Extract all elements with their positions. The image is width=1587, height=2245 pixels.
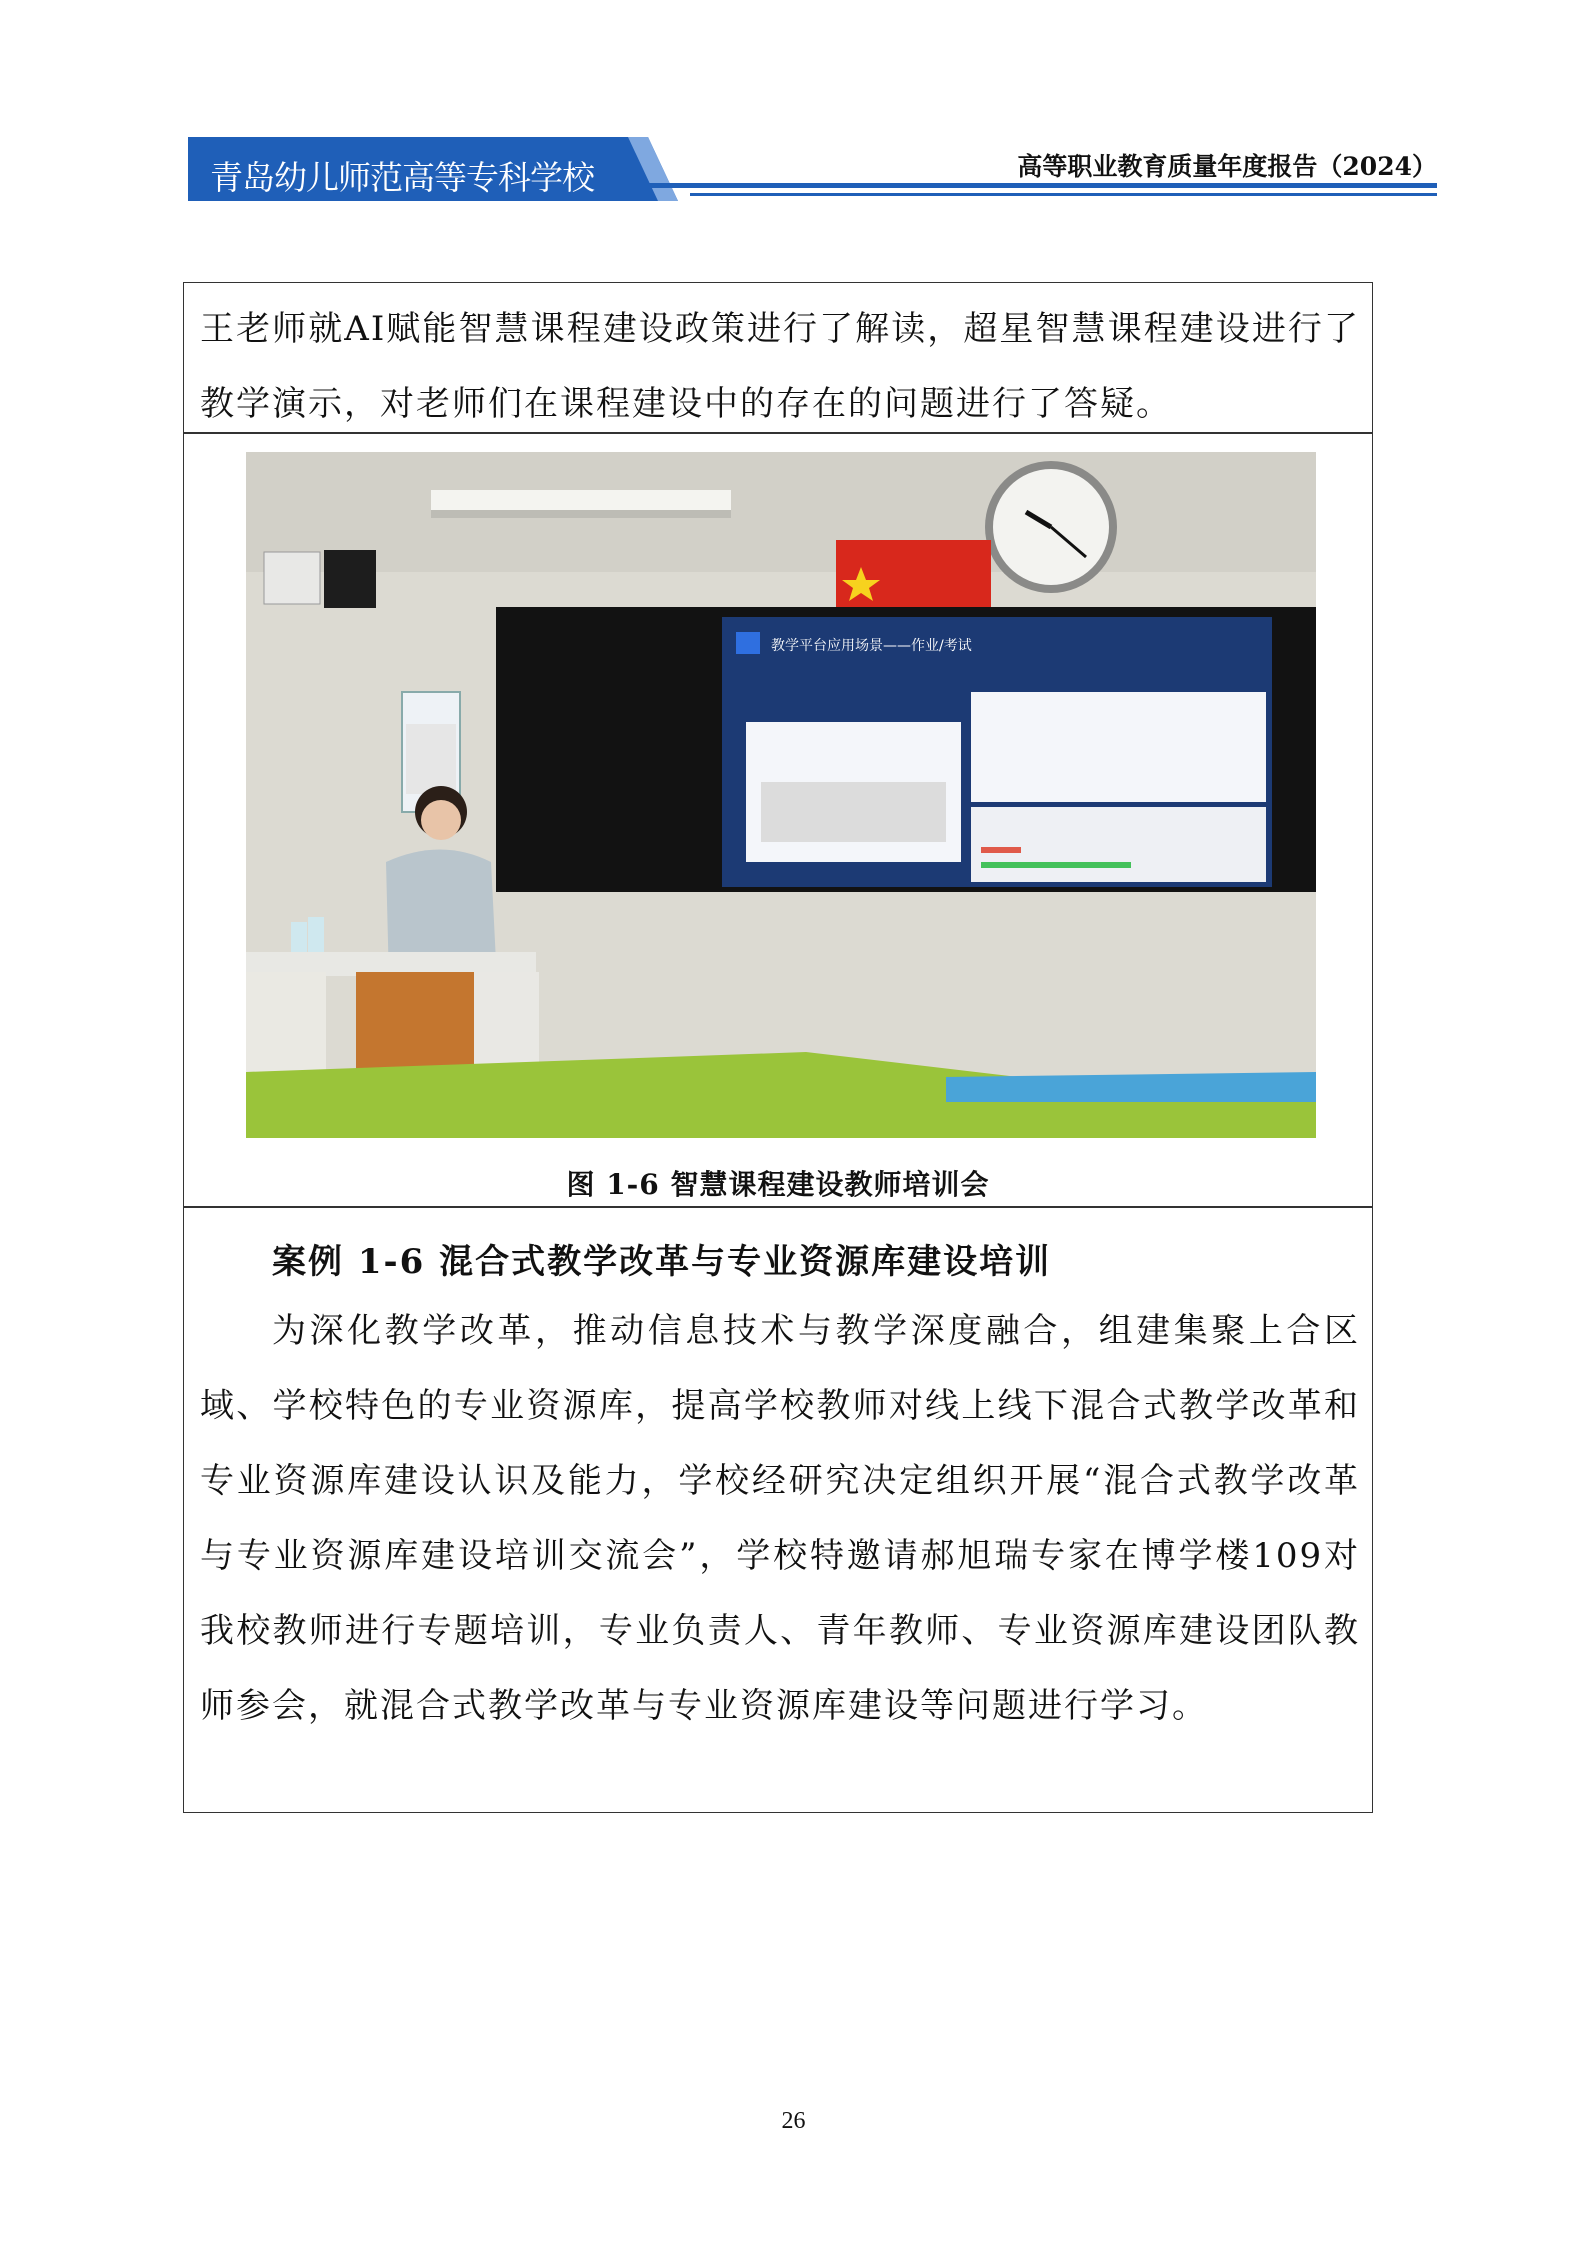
case-paragraph: 为深化教学改革，推动信息技术与教学深度融合，组建集聚上合区域、学校特色的专业资源库，提高学校教师对线上线下混合式教学改革和专业资源库建设认识及能力，学校经研究决定组织开展“混合式教学改革与专业资源库建设培训交流会”，学校特邀请郝旭瑞专家在博学楼109对我校教师进行专题培训，专业负责人、青年教师、专业资源库建设团队教师参会，就混合式教学改革与专业资源库建设等问题进行学习。: [200, 1311, 1360, 1726]
screen-title: 教学平台应用场景——作业/考试: [771, 638, 972, 654]
case-title: 案例 1-6 混合式教学改革与专业资源库建设培训: [272, 1242, 1052, 1282]
table-divider: [183, 1206, 1373, 1208]
training-photo: [246, 452, 1316, 1138]
figure-caption: 图 1-6 智慧课程建设教师培训会: [566, 1168, 990, 1201]
header-rule-thin: [690, 193, 1437, 196]
header-rule: [640, 183, 1437, 188]
page-number: 26: [781, 2108, 806, 2134]
school-name: 青岛幼儿师范高等专科学校: [210, 158, 594, 197]
report-title: 高等职业教育质量年度报告（2024）: [1017, 152, 1437, 181]
intro-paragraph: 王老师就AI赋能智慧课程建设政策进行了解读，超星智慧课程建设进行了教学演示，对老师们在课程建设中的存在的问题进行了答疑。: [200, 309, 1360, 424]
